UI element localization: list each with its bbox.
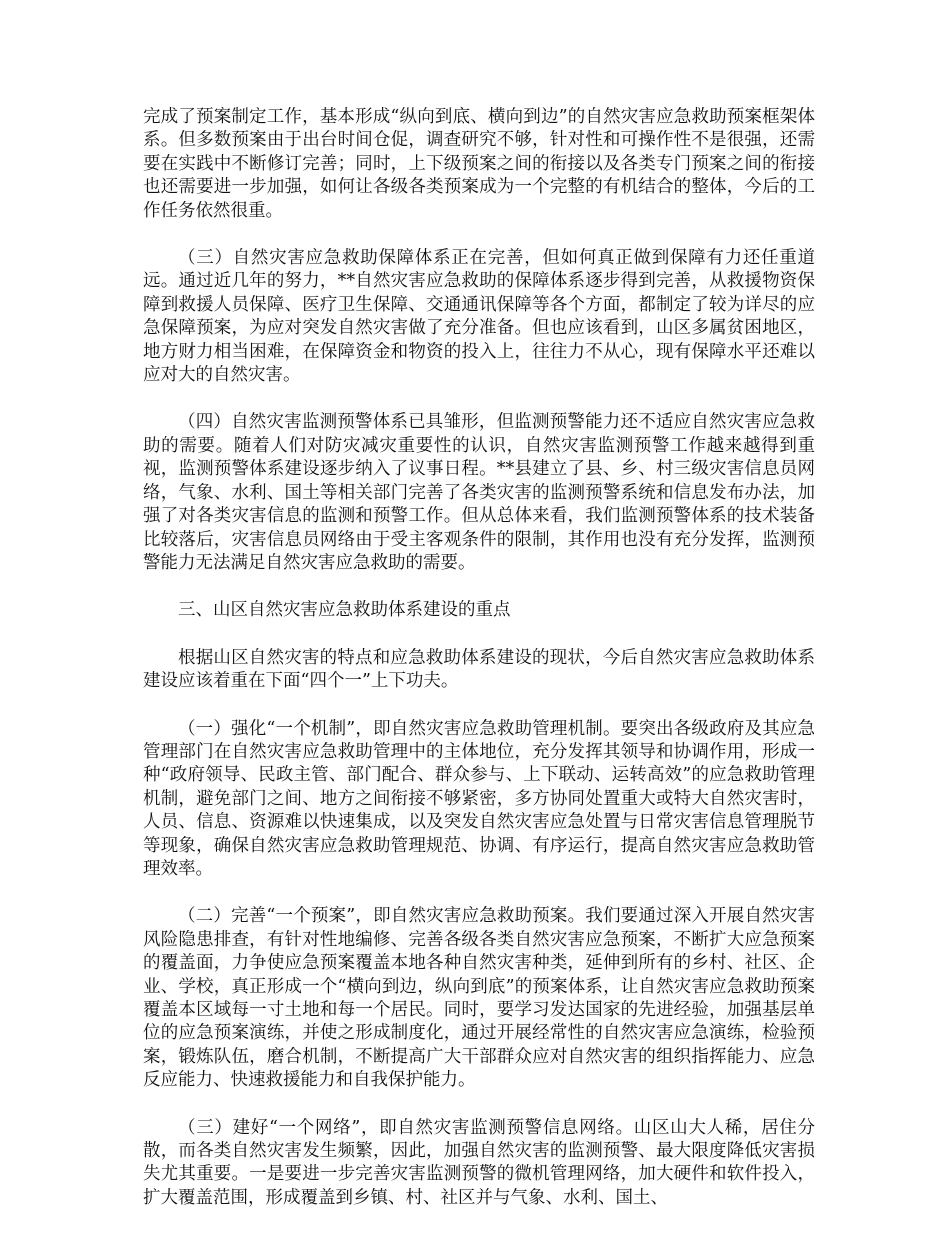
paragraph-network: （三）建好“一个网络”，即自然灾害监测预警信息网络。山区山大人稀，居住分散，而各类自然灾害发生频繁，因此，加强自然灾害的监测预警、最大限度降低灾害损失尤其重要。一是要进一步完善灾害监测预警的微机管理网络，加大硬件和软件投入，扩大覆盖范围，形成覆盖到乡镇、村、社区并与气象、水利、国土、 <box>143 1117 815 1208</box>
section-heading: 三、山区自然灾害应急救助体系建设的重点 <box>178 600 511 621</box>
paragraph-continuation: 完成了预案制定工作，基本形成“纵向到底、横向到边”的自然灾害应急救助预案框架体系。但多数预案由于出台时间仓促，调查研究不够，针对性和可操作性不是很强，还需要在实践中不断修订完善；同时，上下级预案之间的衔接以及各类专门预案之间的衔接也还需要进一步加强，如何让各级各类预案成为一个完整的有机结合的整体，今后的工作任务依然很重。 <box>143 107 815 221</box>
document-page <box>143 106 815 1234</box>
paragraph-mechanism: （一）强化“一个机制”，即自然灾害应急救助管理机制。要突出各级政府及其应急管理部门在自然灾害应急救助管理中的主体地位，充分发挥其领导和协调作用，形成一种“政府领导、民政主管、部门配合、群众参与、上下联动、运转高效”的应急救助管理机制，避免部门之间、地方之间衔接不够紧密，多方协同处置重大或特大自然灾害时，人员、信息、资源难以快速集成，以及突发自然灾害应急处置与日常灾害信息管理脱节等现象，确保自然灾害应急救助管理规范、协调、有序运行，提高自然灾害应急救助管理效率。 <box>143 718 815 879</box>
paragraph-monitoring-system: （四）自然灾害监测预警体系已具雏形，但监测预警能力还不适应自然灾害应急救助的需要。随着人们对防灾减灾重要性的认识，自然灾害监测预警工作越来越得到重视，监测预警体系建设逐步纳入了议事日程。**县建立了县、乡、村三级灾害信息员网络，气象、水利、国土等相关部门完善了各类灾害的监测预警系统和信息发布办法，加强了对各类灾害信息的监测和预警工作。但从总体来看，我们监测预警体系的技术装备比较落后，灾害信息员网络由于受主客观条件的限制，其作用也没有充分发挥，监测预警能力无法满足自然灾害应急救助的需要。 <box>143 412 815 573</box>
paragraph-intro: 根据山区自然灾害的特点和应急救助体系建设的现状，今后自然灾害应急救助体系建设应该着重在下面“四个一”上下功夫。 <box>143 647 815 692</box>
paragraph-support-system: （三）自然灾害应急救助保障体系正在完善，但如何真正做到保障有力还任重道远。通过近几年的努力，**自然灾害应急救助的保障体系逐步得到完善，从救援物资保障到救援人员保障、医疗卫生保障、交通通讯保障等各个方面，都制定了较为详尽的应急保障预案，为应对突发自然灾害做了充分准备。但也应该看到，山区多属贫困地区，地方财力相当困难，在保障资金和物资的投入上，往往力不从心，现有保障水平还难以应对大的自然灾害。 <box>143 248 815 386</box>
paragraph-plan: （二）完善“一个预案”，即自然灾害应急救助预案。我们要通过深入开展自然灾害风险隐患排查，有针对性地编修、完善各级各类自然灾害应急预案，不断扩大应急预案的覆盖面，力争使应急预案覆盖本地各种自然灾害种类，延伸到所有的乡村、社区、企业、学校，真正形成一个“横向到边，纵向到底”的预案体系，让自然灾害应急救助预案覆盖本区域每一寸土地和每一个居民。同时，要学习发达国家的先进经验，加强基层单位的应急预案演练，并使之形成制度化，通过开展经常性的自然灾害应急演练，检验预案，锻炼队伍，磨合机制，不断提高广大干部群众应对自然灾害的组织指挥能力、应急反应能力、快速救援能力和自我保护能力。 <box>143 906 815 1091</box>
